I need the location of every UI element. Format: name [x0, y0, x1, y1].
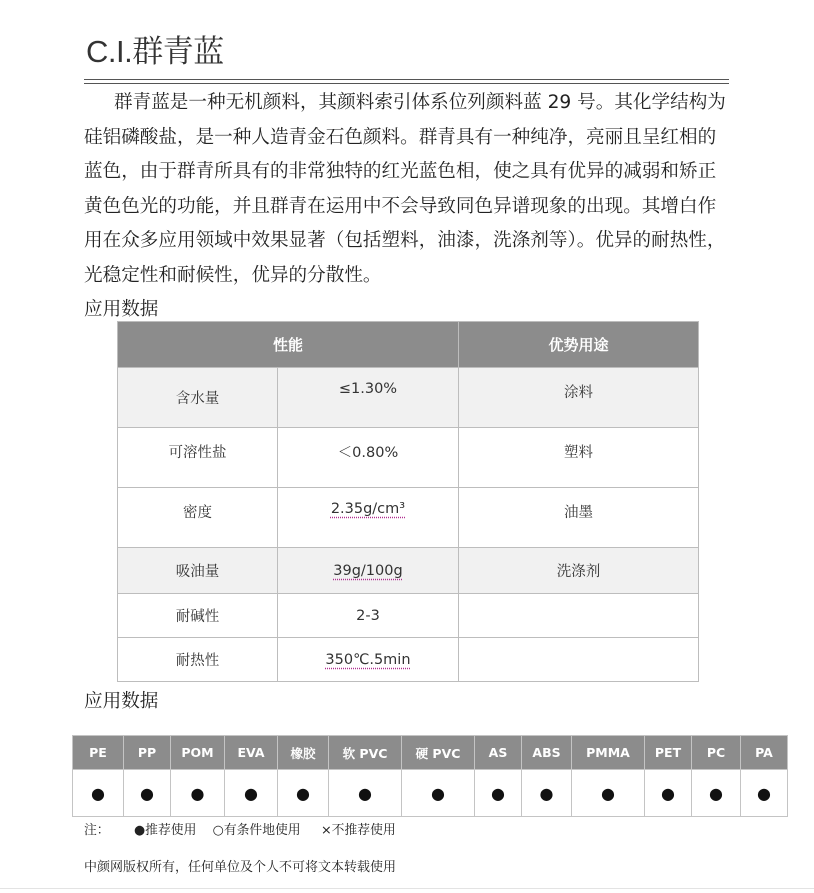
- property-usage: 油墨: [459, 488, 699, 548]
- property-value: 350℃.5min: [325, 651, 411, 668]
- property-name: 耐碱性: [118, 594, 278, 638]
- intro-paragraph: 群青蓝是一种无机颜料，其颜料索引体系位列颜料蓝 29 号。其化学结构为硅铝磷酸盐，是一种人造青金石色颜料。群青具有一种纯净，亮丽且呈红相的蓝色，由于群青所具有的非常独特的红光蓝色相，使之具有优异的减弱和矫正黄色色光的功能，并且群青在运用中不会导致同色异谱现象的出现。其增白作用在众多应用领域中效果显著（包括塑料，油漆，洗涤剂等）。优异的耐热性，光稳定性和耐候性，优异的分散性。: [84, 92, 726, 286]
- property-usage: [459, 638, 699, 682]
- copyright-notice: 中颜网版权所有，任何单位及个人不可将文本转载使用: [84, 860, 397, 875]
- table-row: [118, 638, 699, 682]
- property-value: ≤1.30%: [277, 368, 458, 428]
- application-value: ●: [572, 770, 645, 817]
- property-usage: 涂料: [459, 368, 699, 428]
- application-header: PC: [692, 736, 741, 770]
- application-table: [72, 735, 788, 817]
- application-header: PA: [741, 736, 788, 770]
- application-header: PET: [645, 736, 692, 770]
- application-header: PE: [73, 736, 124, 770]
- page-bottom-divider: [0, 888, 814, 889]
- application-header: EVA: [225, 736, 278, 770]
- legend-not-recommended: ×不推荐使用: [320, 823, 396, 838]
- property-name: 含水量: [118, 368, 278, 428]
- application-header-row: [73, 736, 788, 770]
- application-value: ●: [741, 770, 788, 817]
- application-value: ●: [645, 770, 692, 817]
- application-header: ABS: [522, 736, 572, 770]
- property-name: 耐热性: [118, 638, 278, 682]
- application-header: 软 PVC: [329, 736, 402, 770]
- application-value: ●: [402, 770, 475, 817]
- property-name: 可溶性盐: [118, 428, 278, 488]
- section-heading-application-data: 应用数据: [84, 299, 159, 320]
- application-header: PP: [124, 736, 171, 770]
- property-name: 吸油量: [118, 548, 278, 594]
- table-row: [118, 594, 699, 638]
- application-value: ●: [73, 770, 124, 817]
- application-value: ●: [278, 770, 329, 817]
- legend-recommended: ●推荐使用: [134, 823, 197, 838]
- table-row: [118, 368, 699, 428]
- property-usage: 塑料: [459, 428, 699, 488]
- section-heading-application-data-2: 应用数据: [84, 691, 159, 712]
- properties-header-row: [118, 322, 699, 368]
- table-row: [118, 488, 699, 548]
- property-usage: 洗涤剂: [459, 548, 699, 594]
- header-performance: 性能: [118, 322, 459, 368]
- application-value: ●: [692, 770, 741, 817]
- property-name: 密度: [118, 488, 278, 548]
- application-header: POM: [171, 736, 225, 770]
- property-value: 2.35g/cm³: [330, 501, 406, 517]
- application-header: AS: [475, 736, 522, 770]
- title-divider-bottom: [84, 83, 729, 84]
- property-value: ＜0.80%: [277, 428, 458, 488]
- application-header: 硬 PVC: [402, 736, 475, 770]
- application-value: ●: [124, 770, 171, 817]
- application-value-row: [73, 770, 788, 817]
- legend-label: 注：: [84, 823, 110, 838]
- application-value: ●: [522, 770, 572, 817]
- application-header: 橡胶: [278, 736, 329, 770]
- application-value: ●: [225, 770, 278, 817]
- header-usage: 优势用途: [459, 322, 699, 368]
- title-divider-top: [84, 79, 729, 80]
- legend-conditional: ○有条件地使用: [212, 823, 301, 838]
- application-value: ●: [475, 770, 522, 817]
- table-row: [118, 428, 699, 488]
- property-usage: [459, 594, 699, 638]
- application-value: ●: [329, 770, 402, 817]
- properties-table: [117, 321, 699, 682]
- property-value: 2-3: [277, 594, 458, 638]
- application-header: PMMA: [572, 736, 645, 770]
- property-value: 39g/100g: [333, 562, 403, 579]
- legend-note: [84, 819, 396, 838]
- table-row: [118, 548, 699, 594]
- page-title: C.I.群青蓝: [86, 34, 224, 69]
- application-value: ●: [171, 770, 225, 817]
